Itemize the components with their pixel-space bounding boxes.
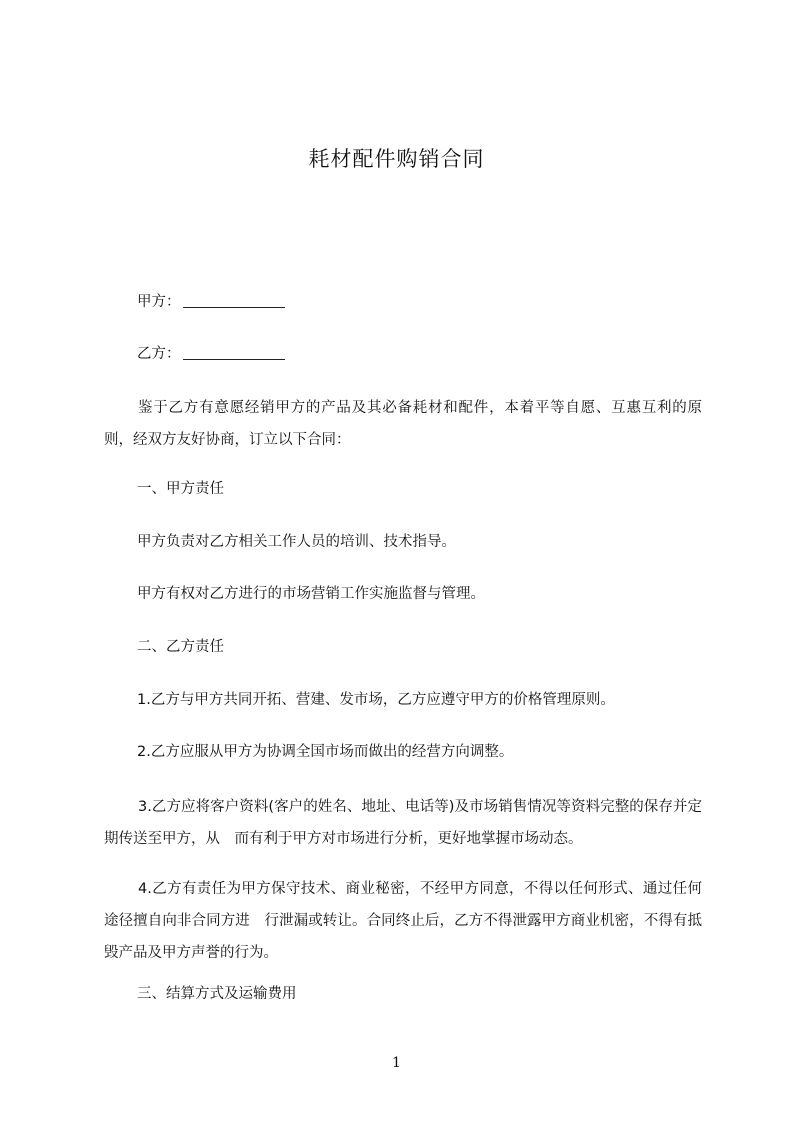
page-number: 1	[392, 1055, 401, 1071]
party-a-label: 甲方：	[137, 294, 181, 310]
party-a-blank	[183, 293, 285, 308]
document-title: 耗材配件购销合同	[308, 147, 485, 171]
section-3-heading: 三、结算方式及运输费用	[137, 986, 297, 1002]
section-1-item-2: 甲方有权对乙方进行的市场营销工作实施监督与管理。	[137, 586, 485, 602]
section-2-item-1: 1.乙方与甲方共同开拓、营建、发市场，乙方应遵守甲方的价格管理原则。	[137, 692, 615, 708]
section-1-heading: 一、甲方责任	[137, 481, 224, 497]
section-2-heading: 二、乙方责任	[137, 639, 224, 655]
party-b-blank	[183, 345, 285, 360]
section-2-item-3: 3.乙方应将客户资料(客户的姓名、地址、电话等)及市场销售情况等资料完整的保存并定期传送至甲方，从 而有利于甲方对市场进行分析，更好地掌握市场动态。	[104, 799, 702, 847]
section-1-item-1: 甲方负责对乙方相关工作人员的培训、技术指导。	[137, 534, 456, 550]
party-a-line	[137, 288, 285, 317]
intro-paragraph: 鉴于乙方有意愿经销甲方的产品及其必备耗材和配件，本着平等自愿、互惠互利的原则，经双方友好协商，订立以下合同：	[104, 400, 702, 448]
section-2-item-4: 4.乙方有责任为甲方保守技术、商业秘密，不经甲方同意，不得以任何形式、通过任何途径擅自向非合同方进 行泄漏或转让。合同终止后，乙方不得泄露甲方商业机密，不得有抵毁产品及甲方声誉的行为。	[104, 881, 702, 961]
section-2-item-2: 2.乙方应服从甲方为协调全国市场而做出的经营方向调整。	[137, 744, 514, 760]
party-b-label: 乙方：	[137, 346, 181, 362]
party-b-line	[137, 340, 285, 369]
